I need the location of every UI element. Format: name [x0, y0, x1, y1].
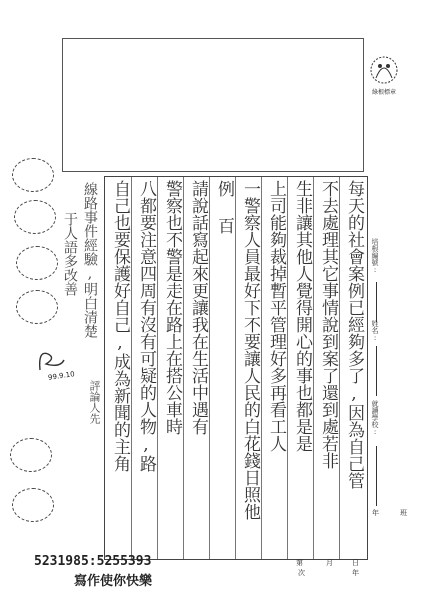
essay-column: 例 百 [214, 180, 234, 234]
name-field[interactable] [376, 346, 377, 396]
essay-column: 每天的社會案例已經夠多了,因為自己管 [344, 180, 364, 489]
essay-column: 上司能夠裁掉暫平管理好多再看工人 [266, 180, 286, 452]
teacher-signature: 評論人先 [88, 380, 101, 424]
school-field[interactable] [376, 446, 377, 506]
date-note: 99.9.10 [47, 370, 76, 382]
essay-column: 一警察人員最好下不要讓人民的白花錢日照他 [240, 180, 260, 520]
teacher-note: 線路事件經驗,明白清楚 [82, 182, 98, 338]
essay-column: 自己也要保護好自己,成為新聞的主角 [110, 180, 130, 472]
green-root-stamp-icon [356, 52, 412, 90]
school-label: 就讀學校: [371, 400, 379, 436]
signature-stroke-icon [36, 346, 66, 374]
class-number-label: 培根編號: [371, 238, 379, 274]
reward-stamp-icon [16, 290, 58, 324]
footer-phone: 5231985:5255393 [34, 554, 152, 569]
essay-column: 生非讓其他人覺得開心的事也都是是 [292, 180, 312, 452]
times-label: 次 [298, 569, 305, 577]
page-label: 第 [296, 559, 303, 567]
year-label: 年 [372, 509, 379, 517]
reward-stamp-icon [16, 246, 58, 280]
month-label: 月 [326, 559, 333, 567]
footer-slogan: 寫作使你快樂 [74, 574, 153, 589]
reward-stamp-icon [14, 200, 56, 234]
essay-column: 請說話寫起來更讓我在生活中遇有 [188, 180, 208, 435]
class-number-field[interactable] [376, 282, 377, 322]
reward-stamp-icon [12, 158, 54, 192]
essay-column: 不去處理其它事情說到案了還到處若非 [318, 180, 338, 469]
year-footer-label: 年 [352, 569, 359, 577]
name-label: 姓名: [371, 320, 379, 342]
reward-stamp-icon [12, 488, 54, 522]
essay-column: 警察也不警是走在路上在搭公車時 [162, 180, 182, 435]
essay-grid [104, 176, 368, 560]
essay-column: 八都要注意四周有沒有可疑的人物,路 [136, 180, 156, 472]
grade-label: 班 [400, 509, 407, 517]
reward-stamp-icon [10, 438, 52, 472]
day-label: 日 [352, 559, 359, 567]
teacher-comment-box [62, 38, 364, 172]
teacher-note: 于人語多改善 [62, 212, 78, 296]
stamp-label: 綠根標章 [371, 89, 396, 96]
